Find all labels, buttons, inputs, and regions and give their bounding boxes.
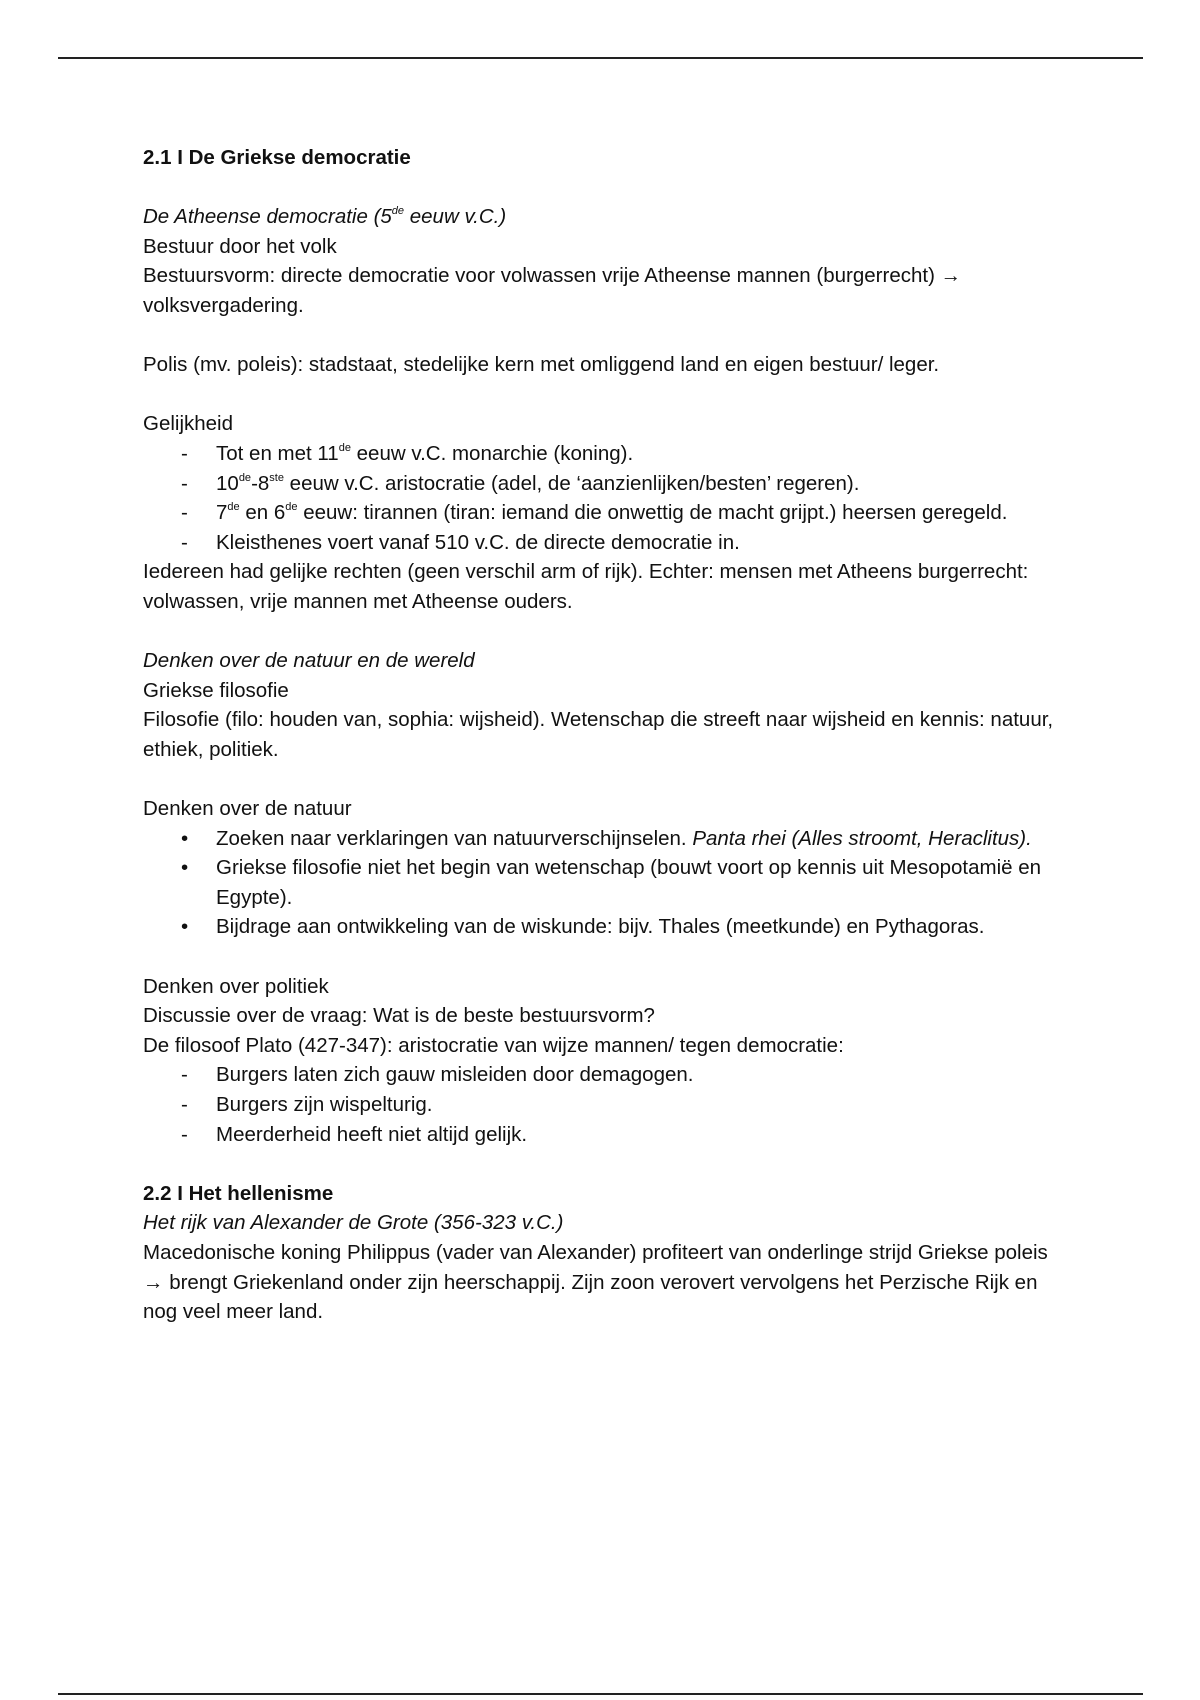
list-item: - Burgers laten zich gauw misleiden door demagogen.	[181, 1063, 694, 1087]
paragraph: Denken over politiek	[143, 974, 329, 998]
subheading-alexander: Het rijk van Alexander de Grote (356-323 v.C.)	[143, 1211, 564, 1235]
dash-list-plato	[143, 1060, 1063, 1149]
paragraph: Discussie over de vraag: Wat is de beste bestuursvorm?	[143, 1004, 655, 1028]
paragraph: Polis (mv. poleis): stadstaat, stedelijke kern met omliggend land en eigen bestuur/ leger.	[143, 353, 940, 377]
list-item: - Tot en met 11de eeuw v.C. monarchie (koning).	[181, 441, 634, 465]
document-body	[143, 143, 1063, 1327]
paragraph: Bestuur door het volk	[143, 234, 337, 258]
list-item: - Meerderheid heeft niet altijd gelijk.	[181, 1122, 528, 1146]
paragraph: De filosoof Plato (427-347): aristocratie van wijze mannen/ tegen democratie:	[143, 1033, 844, 1057]
paragraph: Bestuursvorm: directe democratie voor volwassen vrije Atheense mannen (burgerrecht) → volksvergadering.	[143, 264, 962, 317]
paragraph: Iedereen had gelijke rechten (geen verschil arm of rijk). Echter: mensen met Atheens burgerrecht: volwassen, vrije mannen met Atheense ouders.	[143, 560, 1029, 613]
footer-rule	[58, 1693, 1143, 1695]
list-item: • Zoeken naar verklaringen van natuurverschijnselen. Panta rhei (Alles stroomt, Heraclitus).	[181, 826, 1032, 850]
subheading-atheense-democratie: De Atheense democratie (5de eeuw v.C.)	[143, 205, 507, 229]
paragraph: Gelijkheid	[143, 412, 234, 436]
paragraph: Filosofie (filo: houden van, sophia: wijsheid). Wetenschap die streeft naar wijsheid en kennis: natuur, ethiek, politiek.	[143, 708, 1054, 761]
paragraph: Griekse filosofie	[143, 678, 289, 702]
section-heading-2-2: 2.2 I Het hellenisme	[143, 1181, 334, 1205]
paragraph: Macedonische koning Philippus (vader van Alexander) profiteert van onderlinge strijd Griekse poleis → brengt Griekenland onder zijn heerschappij. Zijn zoon verovert vervolgens het Perzische Rijk en nog veel meer land.	[143, 1240, 1048, 1324]
section-heading-2-1: 2.1 I De Griekse democratie	[143, 146, 411, 169]
paragraph: Denken over de natuur	[143, 797, 352, 821]
list-item: • Griekse filosofie niet het begin van wetenschap (bouwt voort op kennis uit Mesopotamië en Egypte).	[181, 856, 1042, 909]
list-item: • Bijdrage aan ontwikkeling van de wiskunde: bijv. Thales (meetkunde) en Pythagoras.	[181, 915, 985, 939]
subheading-denken-natuur-wereld: Denken over de natuur en de wereld	[143, 649, 475, 673]
list-item: - 10de-8ste eeuw v.C. aristocratie (adel, de ‘aanzienlijken/besten’ regeren).	[181, 471, 860, 495]
list-item: - 7de en 6de eeuw: tirannen (tiran: iemand die onwettig de macht grijpt.) heersen geregeld.	[181, 501, 1008, 525]
bullet-list-natuur	[143, 824, 1063, 942]
dash-list-gelijkheid	[143, 439, 1063, 557]
list-item: - Burgers zijn wispelturig.	[181, 1093, 433, 1116]
header-rule	[58, 57, 1143, 59]
list-item: - Kleisthenes voert vanaf 510 v.C. de directe democratie in.	[181, 530, 740, 554]
